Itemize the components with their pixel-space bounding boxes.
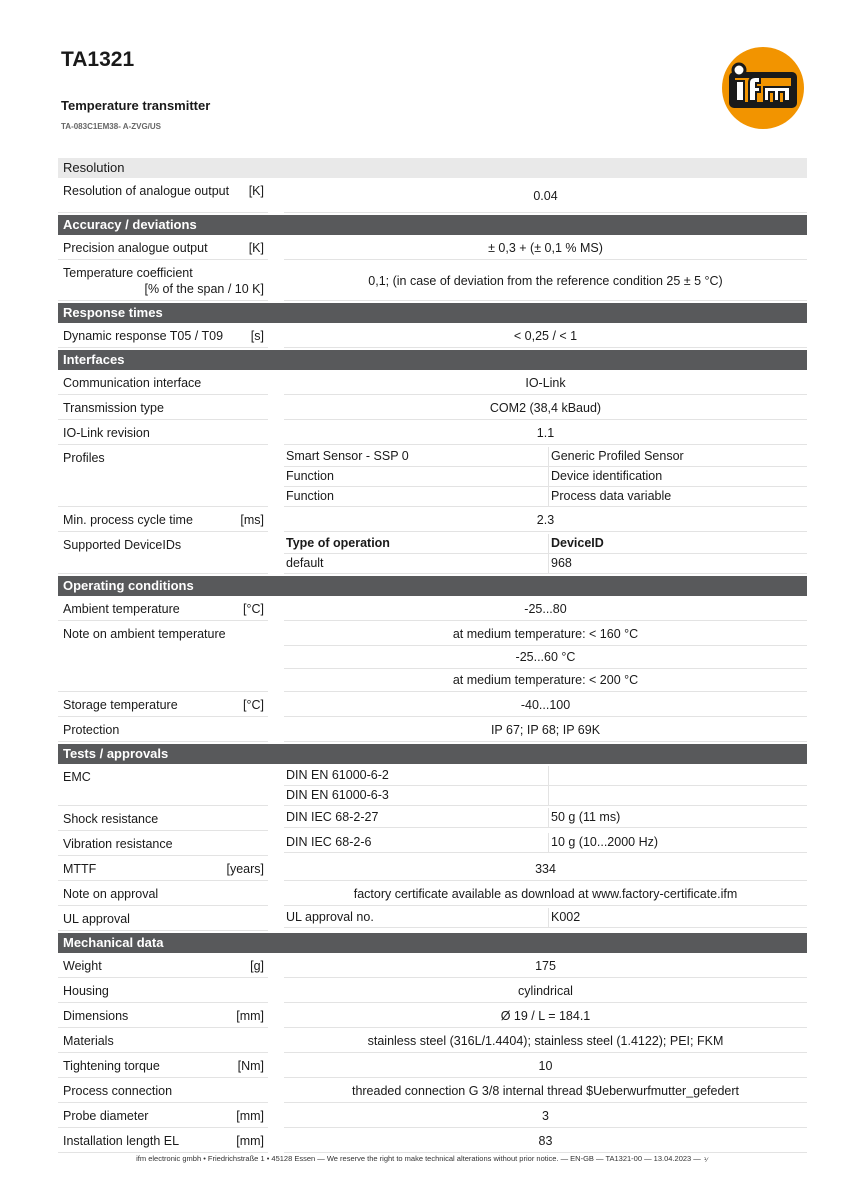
profile-row: Function Device identification — [284, 467, 807, 487]
label-device-ids: Supported DeviceIDs — [63, 538, 182, 552]
value-resolution-analogue: 0.04 — [284, 180, 807, 213]
label-resolution-analogue: Resolution of analogue output — [63, 184, 230, 198]
label-dimensions: Dimensions — [63, 1009, 129, 1023]
ifm-logo — [722, 47, 804, 129]
row-tempco — [58, 262, 807, 301]
value-shock: 50 g (11 ms) — [551, 810, 621, 824]
row-profiles — [58, 447, 807, 507]
row-process-connection — [58, 1080, 807, 1103]
unit-cycle-time: [ms] — [240, 513, 264, 527]
profile-row: Smart Sensor - SSP 0 Generic Profiled Sensor — [284, 447, 807, 467]
label-materials: Materials — [63, 1034, 114, 1048]
value-precision: ± 0,3 + (± 0,1 % MS) — [284, 237, 807, 260]
device-ids-header: Type of operation DeviceID — [284, 534, 807, 554]
product-title: TA1321 — [61, 48, 135, 71]
row-materials — [58, 1030, 807, 1053]
value-tempco: 0,1; (in case of deviation from the reference condition 25 ± 5 °C) — [284, 262, 807, 301]
emc-row: DIN EN 61000-6-3 — [284, 786, 807, 806]
unit-torque: [Nm] — [237, 1059, 264, 1073]
unit-tempco: [% of the span / 10 K] — [144, 282, 264, 296]
value-process-connection: threaded connection G 3/8 internal thread $Ueberwurfmutter_gefedert — [284, 1080, 807, 1103]
unit-weight: [g] — [250, 959, 264, 973]
value-comm-interface: IO-Link — [284, 372, 807, 395]
value-ambient-temp: -25...80 — [284, 598, 807, 621]
section-interfaces: Interfaces — [58, 350, 807, 370]
section-operating: Operating conditions — [58, 576, 807, 596]
row-storage-temp — [58, 694, 807, 717]
emc-row: DIN EN 61000-6-2 — [284, 766, 807, 786]
value-dynamic-response: < 0,25 / < 1 — [284, 325, 807, 348]
row-transmission-type — [58, 397, 807, 420]
page-footer — [0, 1154, 848, 1164]
row-emc — [58, 766, 807, 806]
value-protection: IP 67; IP 68; IP 69K — [284, 719, 807, 742]
label-profiles: Profiles — [63, 451, 105, 465]
label-dynamic-response: Dynamic response T05 / T09 — [63, 329, 224, 343]
label-comm-interface: Communication interface — [63, 376, 202, 390]
value-materials: stainless steel (316L/1.4404); stainless steel (1.4122); PEI; FKM — [284, 1030, 807, 1053]
label-cycle-time: Min. process cycle time — [63, 513, 193, 527]
value-mttf: 334 — [284, 858, 807, 881]
row-iolink-revision — [58, 422, 807, 445]
device-ids-row: default 968 — [284, 554, 807, 574]
row-housing — [58, 980, 807, 1003]
value-approval-note: factory certificate available as download at www.factory-certificate.ifm — [284, 883, 807, 906]
row-probe-diameter — [58, 1105, 807, 1128]
value-vibration: 10 g (10...2000 Hz) — [551, 835, 659, 849]
row-shock — [58, 808, 807, 831]
value-ambient-note: -25...60 °C — [284, 646, 807, 669]
label-installation-length: Installation length EL — [63, 1134, 180, 1148]
unit-installation-length: [mm] — [236, 1134, 264, 1148]
section-response: Response times — [58, 303, 807, 323]
unit-ambient-temp: [°C] — [243, 602, 264, 616]
datasheet-table — [58, 156, 807, 1155]
label-process-connection: Process connection — [63, 1084, 173, 1098]
label-storage-temp: Storage temperature — [63, 698, 178, 712]
unit-precision: [K] — [248, 241, 264, 255]
value-installation-length: 83 — [284, 1130, 807, 1153]
label-precision: Precision analogue output — [63, 241, 208, 255]
label-tempco: Temperature coefficient — [63, 266, 193, 280]
unit-storage-temp: [°C] — [243, 698, 264, 712]
label-approval-note: Note on approval — [63, 887, 159, 901]
footer-text: ifm electronic gmbh • Friedrichstraße 1 • 45128 Essen — We reserve the right to make technical alterations without prior notice. — EN-GB — TA1321-00 — 13.04.2023 — — [136, 1154, 701, 1163]
label-shock: Shock resistance — [63, 812, 159, 826]
section-resolution: Resolution — [58, 158, 807, 178]
svg-text:⅟: ⅟ — [703, 1157, 708, 1164]
label-housing: Housing — [63, 984, 109, 998]
row-ambient-note — [58, 623, 807, 692]
row-torque — [58, 1055, 807, 1078]
value-torque: 10 — [284, 1055, 807, 1078]
row-ambient-temp — [58, 598, 807, 621]
label-probe-diameter: Probe diameter — [63, 1109, 149, 1123]
label-emc: EMC — [63, 770, 91, 784]
label-mttf: MTTF — [63, 862, 97, 876]
row-precision — [58, 237, 807, 260]
value-iolink-revision: 1.1 — [284, 422, 807, 445]
value-vibration-standard: DIN IEC 68-2-6 — [284, 833, 549, 852]
value-ambient-note: at medium temperature: < 200 °C — [284, 669, 807, 692]
row-dimensions — [58, 1005, 807, 1028]
label-vibration: Vibration resistance — [63, 837, 173, 851]
row-ul-approval — [58, 908, 807, 931]
unit-dimensions: [mm] — [236, 1009, 264, 1023]
value-weight: 175 — [284, 955, 807, 978]
value-transmission-type: COM2 (38,4 kBaud) — [284, 397, 807, 420]
row-comm-interface — [58, 372, 807, 395]
label-torque: Tightening torque — [63, 1059, 160, 1073]
row-vibration — [58, 833, 807, 856]
page-number-icon — [703, 1155, 712, 1164]
label-ul-approval: UL approval — [63, 912, 130, 926]
row-weight — [58, 955, 807, 978]
value-shock-standard: DIN IEC 68-2-27 — [284, 808, 549, 827]
row-device-ids — [58, 534, 807, 574]
label-transmission-type: Transmission type — [63, 401, 164, 415]
section-accuracy: Accuracy / deviations — [58, 215, 807, 235]
label-protection: Protection — [63, 723, 120, 737]
row-dynamic-response — [58, 325, 807, 348]
row-installation-length — [58, 1130, 807, 1153]
value-storage-temp: -40...100 — [284, 694, 807, 717]
value-ambient-note: at medium temperature: < 160 °C — [284, 623, 807, 646]
value-ul-number: K002 — [551, 910, 581, 924]
row-resolution-analogue — [58, 180, 807, 213]
unit-dynamic-response: [s] — [250, 329, 264, 343]
value-probe-diameter: 3 — [284, 1105, 807, 1128]
row-protection — [58, 719, 807, 742]
profile-row: Function Process data variable — [284, 487, 807, 507]
label-ambient-temp: Ambient temperature — [63, 602, 180, 616]
unit-resolution-analogue: [K] — [248, 184, 264, 198]
label-ambient-note: Note on ambient temperature — [63, 627, 226, 641]
row-mttf — [58, 858, 807, 881]
unit-probe-diameter: [mm] — [236, 1109, 264, 1123]
value-cycle-time: 2.3 — [284, 509, 807, 532]
product-subtitle: Temperature transmitter — [61, 98, 211, 113]
row-cycle-time — [58, 509, 807, 532]
value-housing: cylindrical — [284, 980, 807, 1003]
label-weight: Weight — [63, 959, 102, 973]
value-dimensions: Ø 19 / L = 184.1 — [284, 1005, 807, 1028]
row-approval-note — [58, 883, 807, 906]
label-iolink-revision: IO-Link revision — [63, 426, 150, 440]
section-tests: Tests / approvals — [58, 744, 807, 764]
unit-mttf: [years] — [226, 862, 264, 876]
value-ul-label: UL approval no. — [284, 908, 549, 927]
article-code: TA-083C1EM38- A-ZVG/US — [61, 122, 162, 131]
section-mechanical: Mechanical data — [58, 933, 807, 953]
